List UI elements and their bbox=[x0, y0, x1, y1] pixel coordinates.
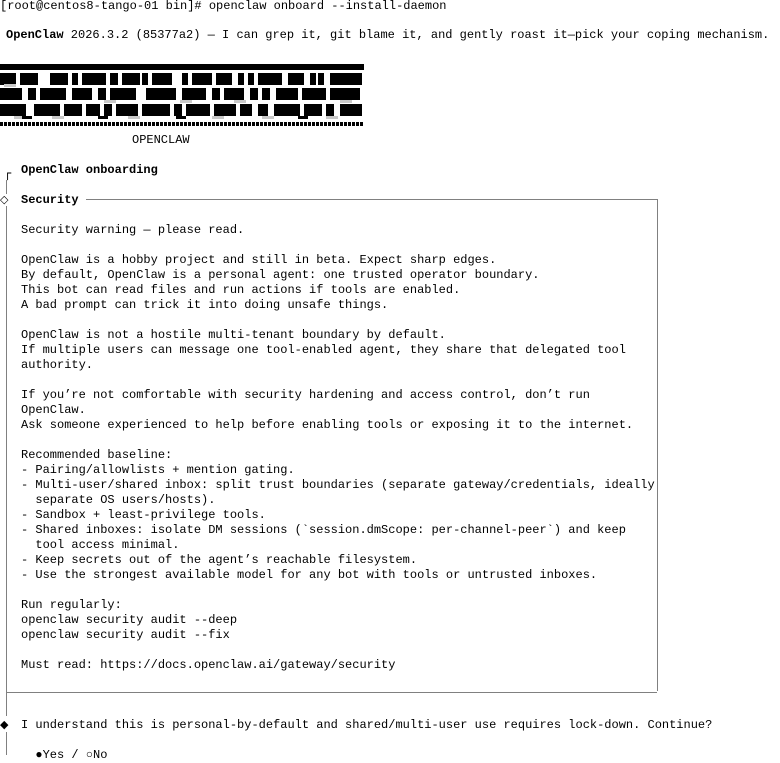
banner-block bbox=[174, 104, 182, 116]
security-line: Security warning — please read. bbox=[21, 223, 245, 237]
banner-block bbox=[72, 122, 75, 126]
banner-block bbox=[0, 104, 26, 116]
banner-block bbox=[52, 122, 55, 126]
banner-block bbox=[304, 104, 322, 116]
banner-block bbox=[258, 104, 268, 116]
banner-block bbox=[96, 122, 99, 126]
banner-block bbox=[68, 122, 71, 126]
app-name: OpenClaw bbox=[6, 28, 64, 42]
banner-block bbox=[164, 122, 167, 126]
security-line: - Sandbox + least-privilege tools. bbox=[21, 508, 266, 522]
banner-block bbox=[292, 122, 295, 126]
banner-block bbox=[146, 88, 176, 100]
banner-block bbox=[64, 104, 82, 116]
banner-block bbox=[316, 122, 319, 126]
banner-block bbox=[52, 116, 64, 119]
radio-empty-icon: ○ bbox=[85, 748, 94, 762]
banner-block bbox=[296, 122, 299, 126]
banner-block bbox=[340, 100, 352, 103]
banner-block bbox=[268, 122, 271, 126]
banner-block bbox=[98, 116, 108, 119]
banner-block bbox=[272, 122, 275, 126]
security-line: authority. bbox=[21, 358, 94, 372]
banner-block bbox=[192, 73, 212, 85]
banner-block bbox=[116, 104, 138, 116]
banner-block bbox=[84, 122, 87, 126]
banner-block bbox=[250, 88, 258, 100]
banner-block bbox=[56, 122, 59, 126]
banner-block bbox=[360, 122, 363, 126]
banner-block bbox=[88, 122, 91, 126]
diamond-outline-icon: ◇ bbox=[0, 193, 9, 206]
banner-block bbox=[110, 88, 136, 100]
security-line: If you’re not comfortable with security hardening and access control, don’t run bbox=[21, 388, 590, 402]
banner-block bbox=[122, 73, 140, 85]
banner-block bbox=[356, 122, 359, 126]
security-line: Run regularly: bbox=[21, 598, 122, 612]
banner-block bbox=[224, 122, 227, 126]
section-title: Security bbox=[21, 193, 79, 207]
security-line: Ask someone experienced to help before enabling tools or exposing it to the internet. bbox=[21, 418, 634, 432]
banner-block bbox=[104, 100, 116, 103]
security-line: separate OS users/hosts). bbox=[21, 493, 216, 507]
security-line: If multiple users can message one tool-enabled agent, they share that delegated tool bbox=[21, 343, 626, 357]
banner-block bbox=[72, 88, 92, 100]
banner-block bbox=[140, 122, 143, 126]
banner-block bbox=[64, 122, 67, 126]
banner-block bbox=[340, 122, 343, 126]
banner-block bbox=[128, 122, 131, 126]
banner-block bbox=[276, 88, 298, 100]
banner-block bbox=[16, 122, 19, 126]
banner-block bbox=[100, 122, 103, 126]
banner-block bbox=[302, 88, 326, 100]
banner-block bbox=[232, 122, 235, 126]
banner-block bbox=[8, 122, 11, 126]
banner-block bbox=[120, 122, 123, 126]
banner-block bbox=[152, 122, 155, 126]
banner-block bbox=[236, 122, 239, 126]
banner-block bbox=[176, 122, 179, 126]
banner-block bbox=[300, 122, 303, 126]
banner-block bbox=[4, 84, 16, 87]
banner-block bbox=[248, 73, 254, 85]
rail-bottom bbox=[6, 732, 7, 755]
banner-block bbox=[200, 122, 203, 126]
banner-block bbox=[248, 122, 251, 126]
security-line: Must read: https://docs.openclaw.ai/gateway/security bbox=[21, 658, 396, 672]
banner-block bbox=[22, 116, 32, 119]
security-line: openclaw security audit --fix bbox=[21, 628, 230, 642]
banner-block bbox=[160, 122, 163, 126]
security-line: OpenClaw. bbox=[21, 403, 86, 417]
banner-block bbox=[262, 88, 270, 100]
banner-block bbox=[216, 73, 232, 85]
banner-block bbox=[352, 73, 362, 85]
banner-block bbox=[238, 73, 244, 85]
banner-block bbox=[326, 104, 334, 116]
banner-block bbox=[92, 122, 95, 126]
answer-options bbox=[21, 733, 108, 762]
openclaw-ascii-banner bbox=[0, 64, 364, 128]
banner-block bbox=[124, 122, 127, 126]
banner-block bbox=[48, 122, 51, 126]
banner-block bbox=[104, 122, 107, 126]
banner-block bbox=[240, 122, 243, 126]
rail-left bbox=[6, 206, 7, 716]
banner-block bbox=[136, 122, 139, 126]
box-right-border bbox=[657, 199, 658, 691]
banner-block bbox=[224, 88, 244, 100]
onboarding-title: OpenClaw onboarding bbox=[21, 163, 158, 177]
banner-block bbox=[196, 122, 199, 126]
banner-block bbox=[318, 73, 324, 85]
banner-block bbox=[188, 122, 191, 126]
version-tagline: 2026.3.2 (85377a2) — I can grep it, git blame it, and gently roast it—pick your coping mechanism. bbox=[63, 28, 770, 42]
banner-block bbox=[204, 122, 207, 126]
banner-block bbox=[332, 122, 335, 126]
banner-block bbox=[4, 122, 7, 126]
banner-block bbox=[234, 100, 246, 103]
security-line: This bot can read files and run actions if tools are enabled. bbox=[21, 283, 461, 297]
banner-block bbox=[308, 122, 311, 126]
security-line: Recommended baseline: bbox=[21, 448, 173, 462]
banner-block bbox=[72, 73, 78, 85]
banner-block bbox=[330, 73, 352, 85]
banner-block bbox=[212, 88, 220, 100]
banner-block bbox=[280, 122, 283, 126]
banner-block bbox=[326, 116, 338, 119]
banner-block bbox=[180, 100, 192, 103]
security-line: OpenClaw is not a hostile multi-tenant boundary by default. bbox=[21, 328, 446, 342]
option-yes[interactable]: ●Yes bbox=[35, 748, 65, 762]
section-bottom-rule bbox=[7, 692, 657, 693]
banner-block bbox=[258, 73, 282, 85]
option-no[interactable]: ○No bbox=[85, 748, 108, 762]
banner-block bbox=[212, 122, 215, 126]
banner-block bbox=[172, 122, 175, 126]
banner-block bbox=[148, 122, 151, 126]
banner-block bbox=[304, 122, 307, 126]
banner-block bbox=[214, 104, 236, 116]
banner-block bbox=[0, 64, 364, 70]
banner-block bbox=[28, 122, 31, 126]
banner-block bbox=[228, 122, 231, 126]
banner-block bbox=[0, 122, 3, 126]
banner-block bbox=[142, 104, 170, 116]
section-top-rule bbox=[86, 199, 657, 200]
banner-block bbox=[176, 116, 186, 119]
banner-block bbox=[340, 104, 362, 116]
banner-block bbox=[80, 122, 83, 126]
banner-block bbox=[182, 88, 206, 100]
banner-block bbox=[132, 122, 135, 126]
banner-block bbox=[192, 122, 195, 126]
banner-block bbox=[262, 116, 274, 119]
banner-block bbox=[328, 122, 331, 126]
banner-block bbox=[0, 73, 16, 85]
option-separator: / bbox=[64, 748, 86, 762]
banner-block bbox=[240, 104, 252, 116]
banner-block bbox=[352, 122, 355, 126]
banner-block bbox=[182, 73, 188, 85]
banner-block bbox=[36, 122, 39, 126]
banner-block bbox=[260, 122, 263, 126]
banner-block bbox=[168, 122, 171, 126]
banner-block bbox=[264, 122, 267, 126]
diamond-filled-icon: ◆ bbox=[0, 718, 9, 731]
rail-segment bbox=[6, 180, 7, 194]
banner-block bbox=[252, 122, 255, 126]
banner-block bbox=[44, 122, 47, 126]
banner-block bbox=[128, 116, 140, 119]
banner-block bbox=[20, 73, 38, 85]
banner-block bbox=[276, 122, 279, 126]
security-line: - Shared inboxes: isolate DM sessions (`session.dmScope: per-channel-peer`) and keep bbox=[21, 523, 626, 537]
banner-block bbox=[274, 104, 300, 116]
banner-block bbox=[244, 122, 247, 126]
security-line: OpenClaw is a hobby project and still in beta. Expect sharp edges. bbox=[21, 253, 497, 267]
banner-block bbox=[284, 122, 287, 126]
banner-block bbox=[180, 122, 183, 126]
banner-block bbox=[40, 88, 66, 100]
banner-block bbox=[288, 122, 291, 126]
banner-block bbox=[110, 73, 118, 85]
banner-block bbox=[12, 122, 15, 126]
security-line: openclaw security audit --deep bbox=[21, 613, 238, 627]
banner-block bbox=[104, 104, 112, 116]
banner-block bbox=[320, 122, 323, 126]
banner-block bbox=[82, 73, 106, 85]
security-line: - Use the strongest available model for any bot with tools or untrusted inboxes. bbox=[21, 568, 598, 582]
question-text: I understand this is personal-by-default and shared/multi-user use requires lock-down. Continue? bbox=[21, 718, 713, 732]
banner-block bbox=[324, 122, 327, 126]
radio-filled-icon: ● bbox=[35, 748, 43, 762]
banner-block bbox=[220, 122, 223, 126]
banner-block bbox=[330, 88, 360, 100]
banner-block bbox=[76, 122, 79, 126]
banner-block bbox=[116, 122, 119, 126]
security-line: - Pairing/allowlists + mention gating. bbox=[21, 463, 295, 477]
banner-block bbox=[336, 122, 339, 126]
banner-block bbox=[60, 122, 63, 126]
banner-block bbox=[24, 122, 27, 126]
banner-block bbox=[32, 122, 35, 126]
banner-block bbox=[208, 122, 211, 126]
banner-block bbox=[152, 73, 172, 85]
banner-block bbox=[40, 122, 43, 126]
banner-block bbox=[348, 122, 351, 126]
version-line bbox=[6, 28, 769, 43]
banner-block bbox=[256, 122, 259, 126]
banner-block bbox=[108, 122, 111, 126]
banner-block bbox=[312, 122, 315, 126]
banner-block bbox=[28, 88, 36, 100]
banner-block bbox=[156, 122, 159, 126]
banner-block bbox=[288, 73, 304, 85]
security-line: By default, OpenClaw is a personal agent: one trusted operator boundary. bbox=[21, 268, 540, 282]
banner-label: OPENCLAW bbox=[132, 133, 190, 147]
corner-glyph: ┌ bbox=[4, 166, 12, 180]
security-line: - Multi-user/shared inbox: split trust boundaries (separate gateway/credentials, ideally bbox=[21, 478, 655, 492]
banner-block bbox=[0, 88, 22, 100]
banner-block bbox=[144, 122, 147, 126]
banner-block bbox=[142, 73, 148, 85]
banner-block bbox=[216, 122, 219, 126]
banner-block bbox=[298, 116, 308, 119]
banner-block bbox=[212, 116, 224, 119]
security-line: tool access minimal. bbox=[21, 538, 180, 552]
security-line: - Keep secrets out of the agent’s reachable filesystem. bbox=[21, 553, 418, 567]
banner-block bbox=[20, 122, 23, 126]
security-line: A bad prompt can trick it into doing unsafe things. bbox=[21, 298, 389, 312]
banner-block bbox=[98, 88, 106, 100]
banner-block bbox=[310, 73, 316, 85]
terminal-prompt-line: [root@centos8-tango-01 bin]# openclaw onboard --install-daemon bbox=[0, 0, 447, 13]
banner-block bbox=[344, 122, 347, 126]
banner-block bbox=[112, 122, 115, 126]
banner-block bbox=[50, 73, 68, 85]
banner-block bbox=[86, 104, 100, 116]
banner-block bbox=[186, 104, 210, 116]
banner-block bbox=[34, 104, 60, 116]
banner-block bbox=[184, 122, 187, 126]
